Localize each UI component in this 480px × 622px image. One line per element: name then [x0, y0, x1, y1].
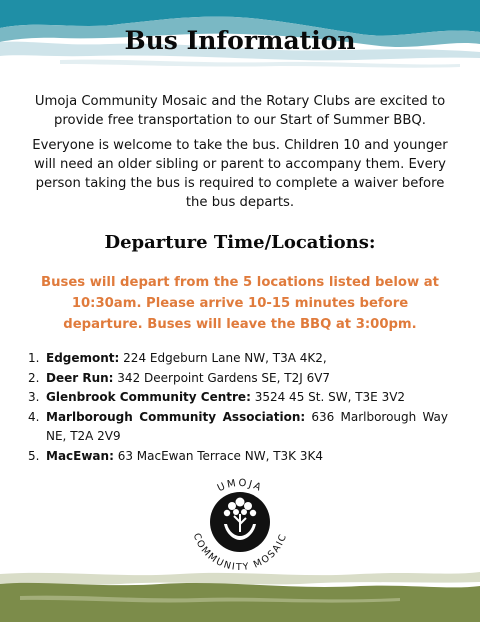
- list-item-number: 1.: [28, 351, 40, 365]
- list-item: [28, 408, 448, 447]
- list-item-number: 2.: [28, 370, 40, 385]
- location-address: 224 Edgeburn Lane NW, T3A 4K2,: [123, 351, 327, 365]
- page-title: Bus Information: [124, 26, 356, 55]
- list-item-number: 4.: [28, 409, 40, 424]
- location-address: 63 MacEwan Terrace NW, T3K 3K4: [117, 448, 323, 463]
- list-item: [28, 349, 448, 369]
- logo-top-text: UMOJA: [215, 477, 265, 495]
- welcome-paragraph: Everyone is welcome to take the bus. Children 10 and younger will need an older sibling or parent to accompany them. Every person taking the bus is required to complete a waiver before the bus departs.: [32, 138, 448, 210]
- location-name: Deer Run:: [46, 370, 114, 385]
- location-name: Glenbrook Community Centre:: [46, 390, 251, 404]
- location-address: 636 Marlborough Way NE, T2A 2V9: [46, 409, 448, 443]
- list-item-number: 3.: [28, 390, 40, 404]
- logo-ring-text: COMMUNITY MOSAIC: [190, 531, 290, 574]
- location-address: 342 Deerpoint Gardens SE, T2J 6V7: [117, 370, 331, 385]
- location-name: MacEwan:: [46, 448, 114, 463]
- location-address: 3524 45 St. SW, T3E 3V2: [254, 390, 406, 404]
- departure-heading: Departure Time/Locations:: [104, 232, 376, 253]
- list-item: [28, 369, 448, 389]
- locations-list: [28, 349, 448, 466]
- intro-paragraph: Umoja Community Mosaic and the Rotary Clubs are excited to provide free transportation to our Start of Summer BBQ.: [34, 94, 446, 128]
- location-name: Edgemont:: [46, 351, 120, 365]
- umoja-logo: [180, 462, 300, 582]
- list-item: [28, 388, 448, 408]
- list-item-number: 5.: [28, 448, 40, 463]
- departure-notice: Buses will depart from the 5 locations listed below at 10:30am. Please arrive 10-15 minutes before departure. Buses will leave the BBQ at 3:00pm.: [41, 275, 439, 332]
- location-name: Marlborough Community Association:: [46, 409, 306, 424]
